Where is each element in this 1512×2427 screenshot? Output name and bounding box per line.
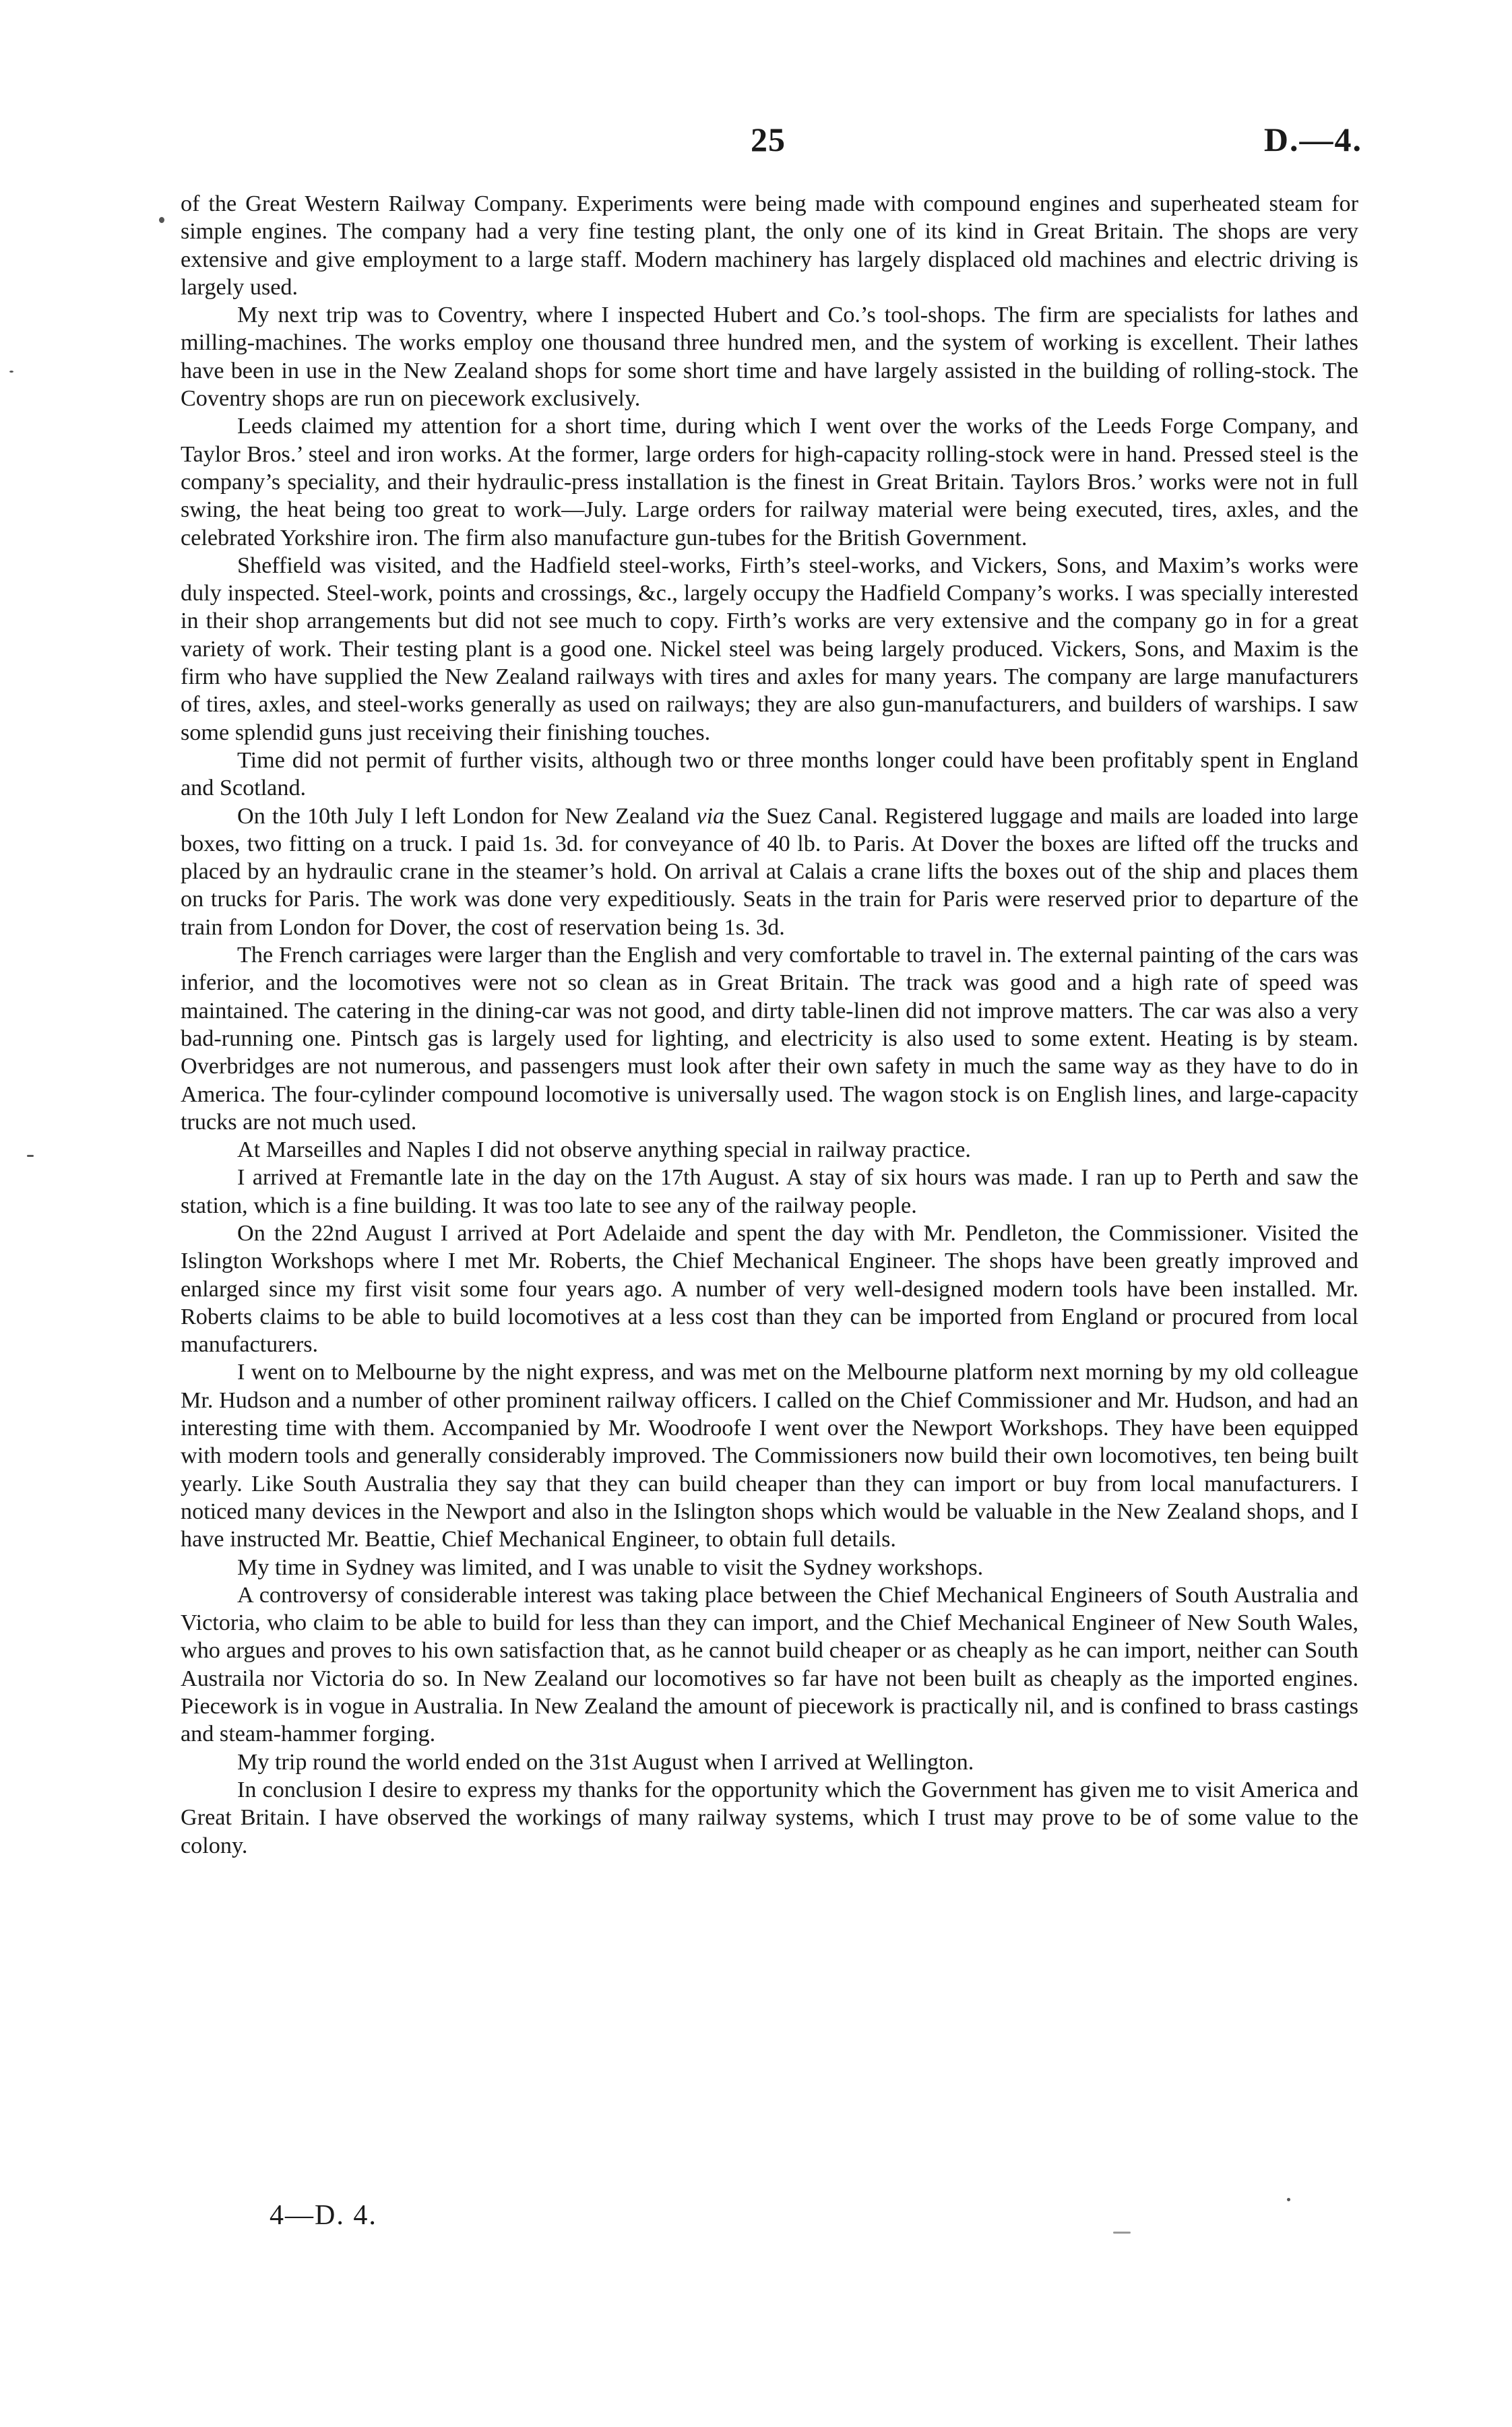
margin-speck [1113,2232,1131,2234]
suez-text-before: On the 10th July I left London for New Zealand [237,803,697,829]
paragraph-french-carriages: The French carriages were larger than the English and very comfortable to travel in. The external painting of the cars was inferior, and the locomotives were not so clean as in Great Britain. The track was good and a high rate of speed was maintained. The catering in the dining-car was not good, and dirty table-linen did not improve matters. The car was also a very bad-running one. Pintsch gas is largely used for lighting, and electricity is also used to some extent. Heating is by steam. Overbridges are not numerous, and passengers must look after their own safety in much the same way as they have to do in America. The four-cylinder compound locomotive is universally used. The wagon stock is on English lines, and large-capacity trucks are not much used. [181,943,1358,1135]
suez-text-rest: Registered luggage and mails are loaded into large boxes, two fitting on a truck. I paid 1s. 3d. for conveyance of 40 lb. to Paris. At Dover the boxes are lifted off the trucks and placed by an hydraulic crane in the steamer’s hold. On arrival at Calais a crane lifts the boxes out of the ship and places them on trucks for Paris. The work was done very expeditiously. Seats in the train for Paris were reserved prior to departure of the train from London for Dover, the cost of reservation being 1s. 3d. [181,803,1358,940]
signature-mark: 4—D. 4. [270,2200,377,2231]
margin-speck [1287,2198,1290,2201]
margin-speck [27,1155,34,1157]
page-number: 25 [751,121,786,158]
paragraph-marseilles: At Marseilles and Naples I did not observe anything special in railway practice. [237,1137,971,1163]
paragraph-suez [181,802,1358,941]
paragraph-coventry: My next trip was to Coventry, where I inspected Hubert and Co.’s tool-shops. The firm are specialists for lathes and milling-machines. The works employ one thousand three hundred men, and the system of working is excellent. Their lathes have been in use in the New Zealand shops for some short time and have largely assisted in the building of rolling-stock. The Coventry shops are run on piecework exclusively. [181,303,1358,412]
paragraph-time: Time did not permit of further visits, although two or three months longer could have been profitably spent in England and Scotland. [181,747,1358,801]
suez-text-italic: via [696,803,725,829]
paragraph-controversy: A controversy of considerable interest was taking place between the Chief Mechanical Engineers of South Australia and Victoria, who claim to be able to build for less than they can import, and the Chief Mechanical Engineer of New South Wales, who argues and proves to his own satisfaction that, as he cannot build cheaper or as cheaply as he can import, neither can South Austraila nor Victoria do so. In New Zealand our locomotives so far have not been built as cheaply as the imported engines. Piecework is in vogue in Australia. In New Zealand the amount of piecework is practically nil, and is confined to brass castings and steam-hammer forging. [181,1582,1358,1747]
paragraph-fremantle: I arrived at Fremantle late in the day on the 17th August. A stay of six hours was made. I ran up to Perth and saw the station, which is a fine building. It was too late to see any of the railway people. [181,1165,1358,1218]
margin-dot [159,217,164,223]
margin-speck [9,371,13,373]
body-text [181,190,1358,1860]
paragraph-leeds: Leeds claimed my attention for a short time, during which I went over the works of the Leeds Forge Company, and Taylor Bros.’ steel and iron works. At the former, large orders for high-capacity rolling-stock were in hand. Pressed steel is the company’s speciality, and their hydraulic-press installation is the finest in Great Britain. Taylors Bros.’ works were not in full swing, the heat being too great to work—July. Large orders for railway material were being executed, tires, axles, and the celebrated Yorkshire iron. The firm also manufacture gun-tubes for the British Government. [181,414,1358,550]
paragraph-melbourne: I went on to Melbourne by the night express, and was met on the Melbourne platform next morning by my old colleague Mr. Hudson and a number of other prominent railway officers. I called on the Chief Commissioner and Mr. Hudson, and had an interesting time with them. Accompanied by Mr. Woodroofe I went over the Newport Workshops. They have been equipped with modern tools and generally considerably improved. The Commissioners now build their own locomotives, ten being built yearly. Like South Australia they say that they can build cheaper than they can import or buy from local manufacturers. I noticed many devices in the Newport and also in the Islington shops which would be valuable in the New Zealand shops, and I have instructed Mr. Beattie, Chief Mechanical Engineer, to obtain full details. [181,1360,1358,1552]
paragraph-great-western: of the Great Western Railway Company. Experiments were being made with compound engines and superheated steam for simple engines. The company had a very fine testing plant, the only one of its kind in Great Britain. The shops are very extensive and give employment to a large staff. Modern machinery has largely displaced old machines and electric driving is largely used. [181,191,1358,300]
paragraph-sydney: My time in Sydney was limited, and I was unable to visit the Sydney workshops. [237,1554,984,1580]
paragraph-adelaide: On the 22nd August I arrived at Port Adelaide and spent the day with Mr. Pendleton, the Commissioner. Visited the Islington Workshops where I met Mr. Roberts, the Chief Mechanical Engineer. The shops have been greatly improved and enlarged since my first visit some four years ago. A number of very well-designed modern tools have been installed. Mr. Roberts claims to be able to build locomotives at a less cost than they can be imported from England or procured from local manufacturers. [181,1220,1358,1358]
paragraph-conclusion: In conclusion I desire to express my thanks for the opportunity which the Government has given me to visit America and Great Britain. I have observed the workings of many railway systems, which I trust may prove to be of some value to the colony. [181,1777,1358,1858]
paragraph-sheffield: Sheffield was visited, and the Hadfield steel-works, Firth’s steel-works, and Vickers, Sons, and Maxim’s works were duly inspected. Steel-work, points and crossings, &c., largely occupy the Hadfield Company’s works. I was specially interested in their shop arrangements but did not see much to copy. Firth’s works are very extensive and the company go in for a great variety of work. Their testing plant is a good one. Nickel steel was being largely produced. Vickers, Sons, and Maxim is the firm who have supplied the New Zealand railways with tires and axles for many years. The company are large manufacturers of tires, axles, and steel-works generally as used on railways; they are also gun-manufacturers, and builders of warships. I saw some splendid guns just receiving their finishing touches. [181,553,1358,745]
paragraph-wellington: My trip round the world ended on the 31st August when I arrived at Wellington. [237,1749,974,1775]
document-reference: D.—4. [1263,121,1362,158]
suez-text-after: the Suez Canal. [724,803,885,829]
